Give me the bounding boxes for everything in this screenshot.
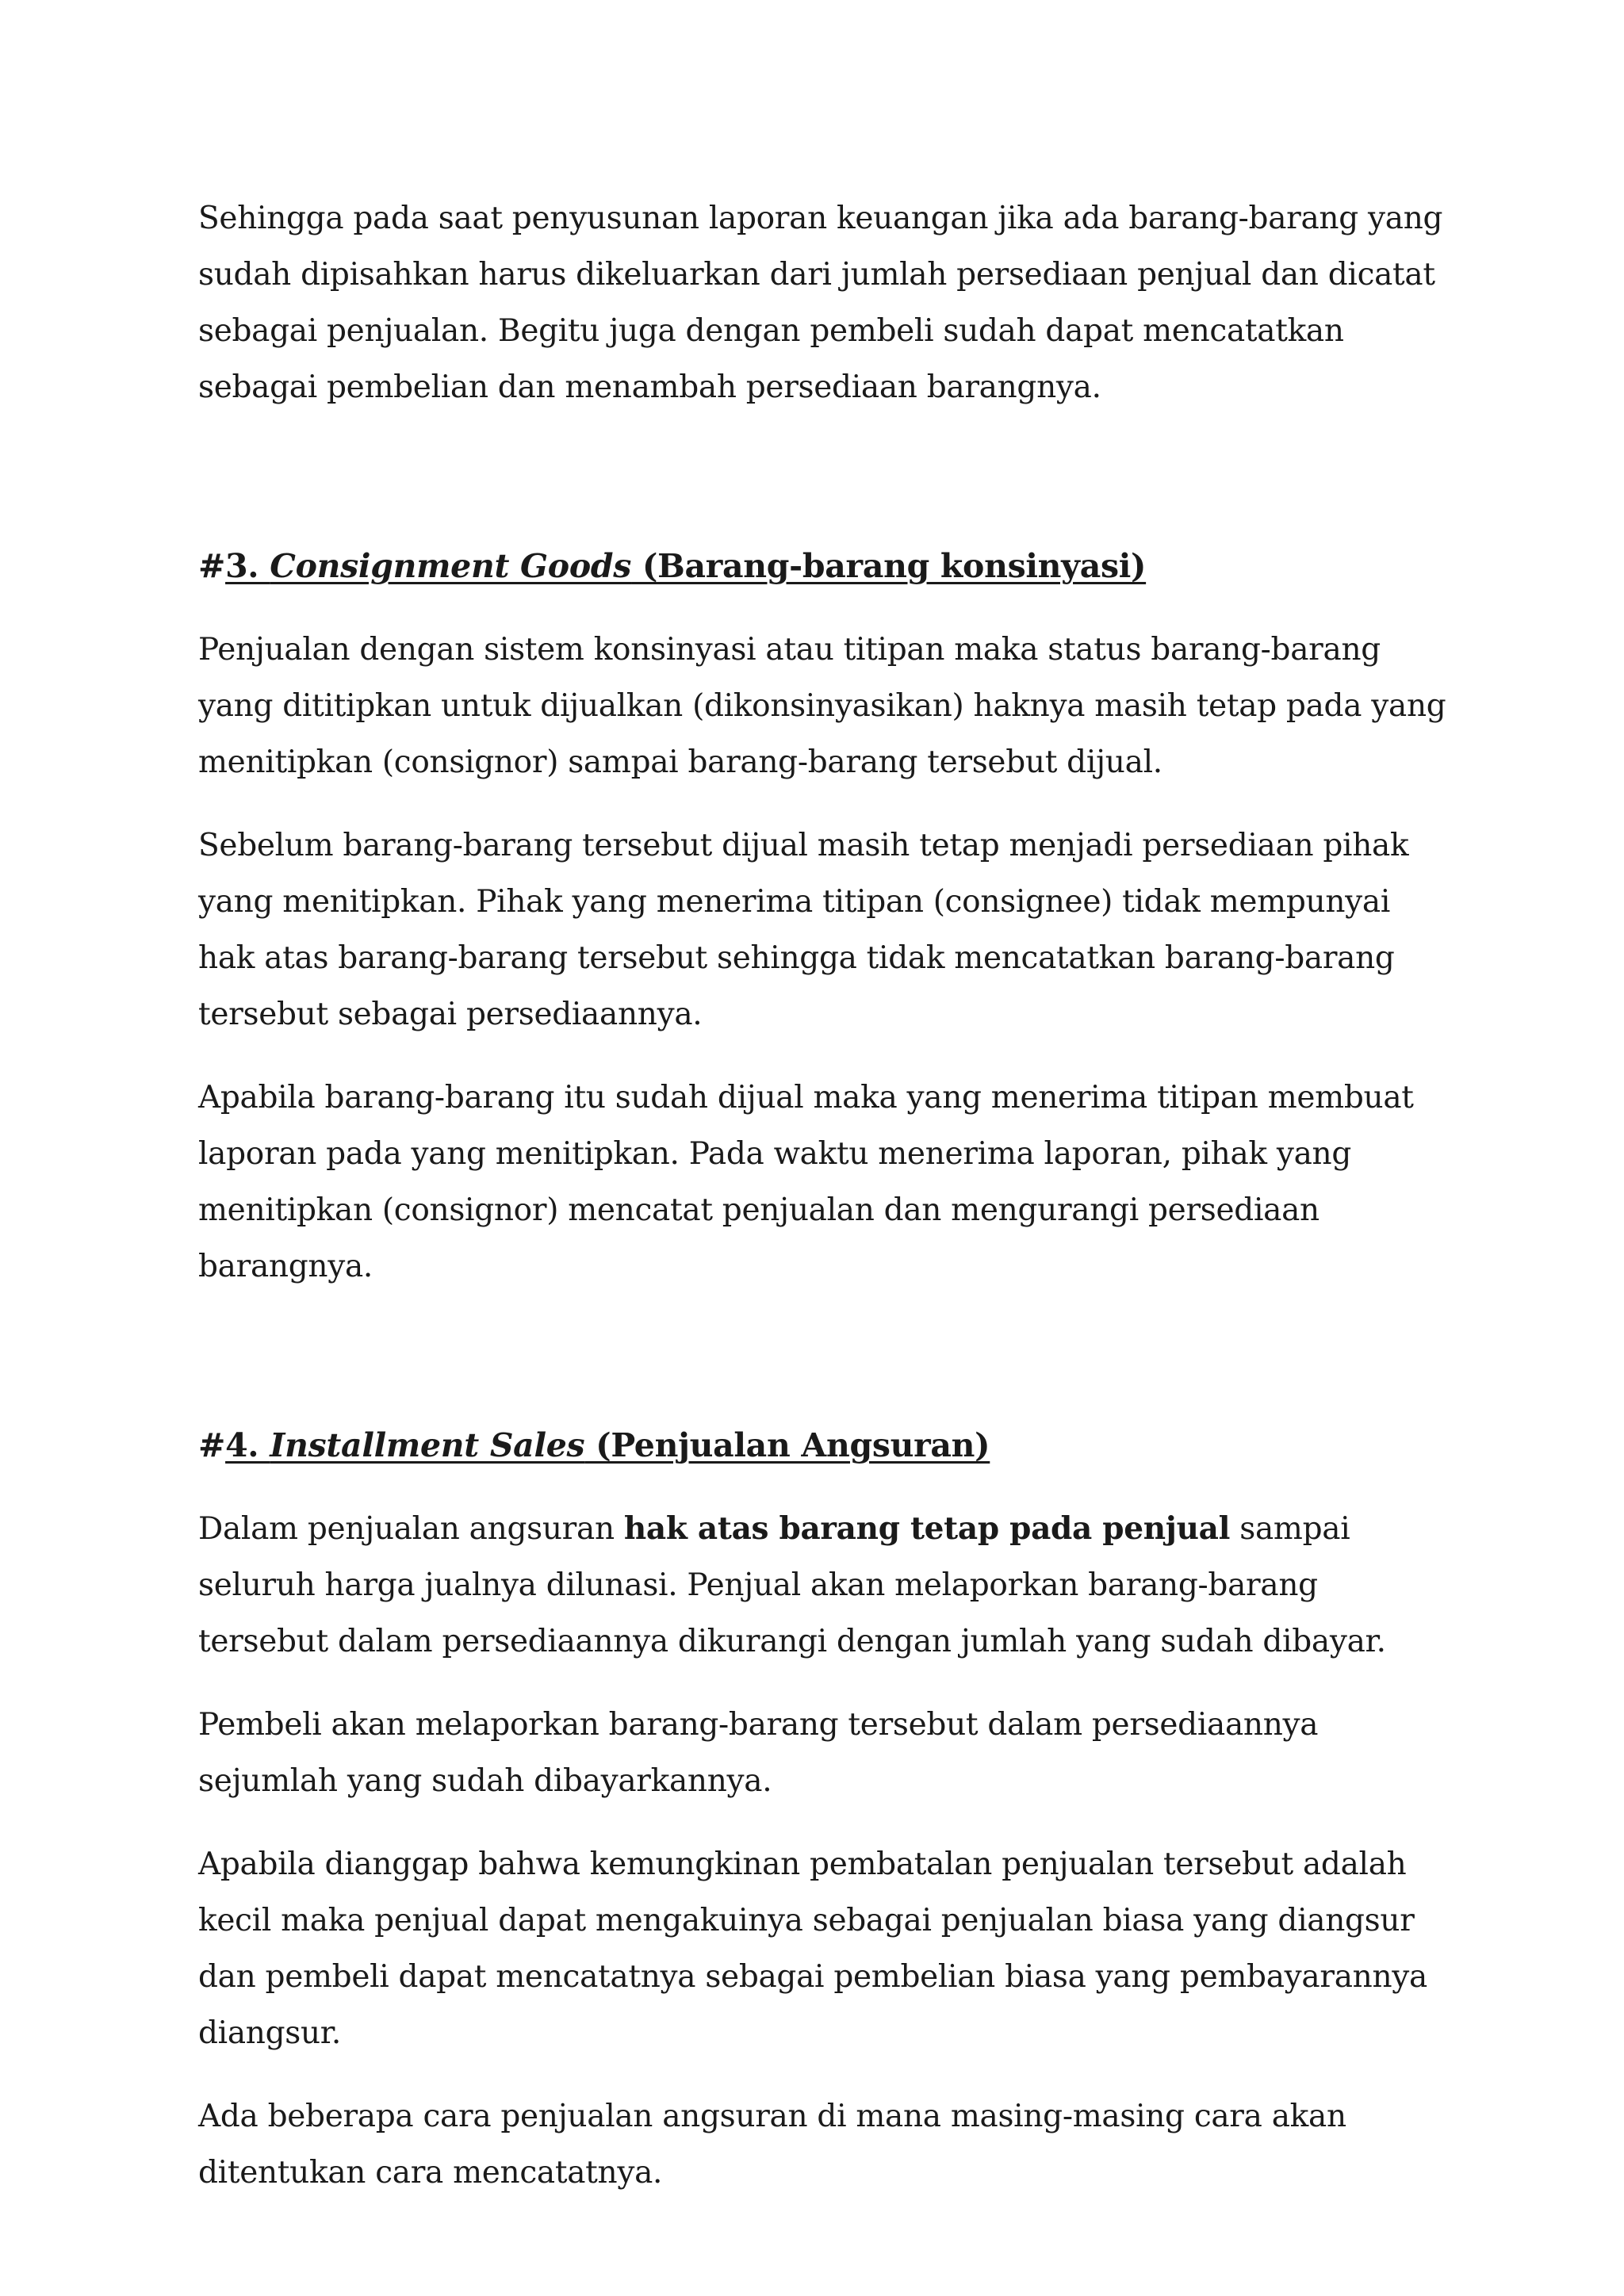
section-4-paragraph: Ada beberapa cara penjualan angsuran di mana masing-masing cara akan ditentukan cara mencatatnya. (198, 2099, 1346, 2191)
section-spacer (198, 1295, 1451, 1418)
section-3-paragraph: Sebelum barang-barang tersebut dijual masih tetap menjadi persediaan pihak yang menitipkan. Pihak yang menerima titipan (consignee) tidak mempunyai hak atas barang-barang tersebut sehingga tidak mencatatkan barang-barang tersebut sebagai persediaannya. (198, 828, 1409, 1032)
section-3-paragraph: Penjualan dengan sistem konsinyasi atau titipan maka status barang-barang yang dititipkan untuk dijualkan (dikonsinyasikan) haknya masih tetap pada yang menitipkan (consignor) sampai barang-barang tersebut dijual. (198, 632, 1446, 780)
paragraph-text: sampai seluruh harga jualnya dilunasi. Penjual akan melaporkan barang-barang tersebut dalam persediaannya dikurangi dengan jumlah yang sudah dibayar. (198, 1511, 1386, 1659)
document-page (198, 190, 1451, 2228)
heading-underlined (225, 547, 1146, 585)
paragraph-text: Dalam penjualan angsuran (198, 1511, 624, 1547)
heading-title-id: (Barang-barang konsinyasi) (631, 547, 1147, 585)
heading-hash: # (198, 547, 226, 585)
section-4-paragraph (198, 1501, 1451, 1670)
heading-number: 4. (225, 1426, 270, 1464)
section-4-paragraph: Pembeli akan melaporkan barang-barang tersebut dalam persediaannya sejumlah yang sudah dibayarkannya. (198, 1707, 1319, 1799)
section-4-paragraph: Apabila dianggap bahwa kemungkinan pembatalan penjualan tersebut adalah kecil maka penjual dapat mengakuinya sebagai penjualan biasa yang diangsur dan pembeli dapat mencatatnya sebagai pembelian biasa yang pembayarannya diangsur. (198, 1846, 1427, 2051)
section-spacer (198, 415, 1451, 538)
intro-paragraph: Sehingga pada saat penyusunan laporan keuangan jika ada barang-barang yang sudah dipisahkan harus dikeluarkan dari jumlah persediaan penjual dan dicatat sebagai penjualan. Begitu juga dengan pembeli sudah dapat mencatatkan sebagai pembelian dan menambah persediaan barangnya. (198, 201, 1443, 405)
emphasis-text: hak atas barang tetap pada penjual (623, 1510, 1231, 1547)
heading-underlined (225, 1426, 990, 1464)
heading-title-en: Consignment Goods (270, 547, 632, 585)
heading-title-en: Installment Sales (270, 1426, 585, 1464)
section-3-paragraph: Apabila barang-barang itu sudah dijual maka yang menerima titipan membuat laporan pada yang menitipkan. Pada waktu menerima laporan, pihak yang menitipkan (consignor) mencatat penjualan dan mengurangi persediaan barangnya. (198, 1080, 1414, 1284)
heading-number: 3. (225, 547, 270, 585)
section-3-heading (198, 538, 1451, 595)
section-4-heading (198, 1418, 1451, 1474)
heading-hash: # (198, 1426, 226, 1464)
heading-title-id: (Penjualan Angsuran) (584, 1426, 990, 1464)
